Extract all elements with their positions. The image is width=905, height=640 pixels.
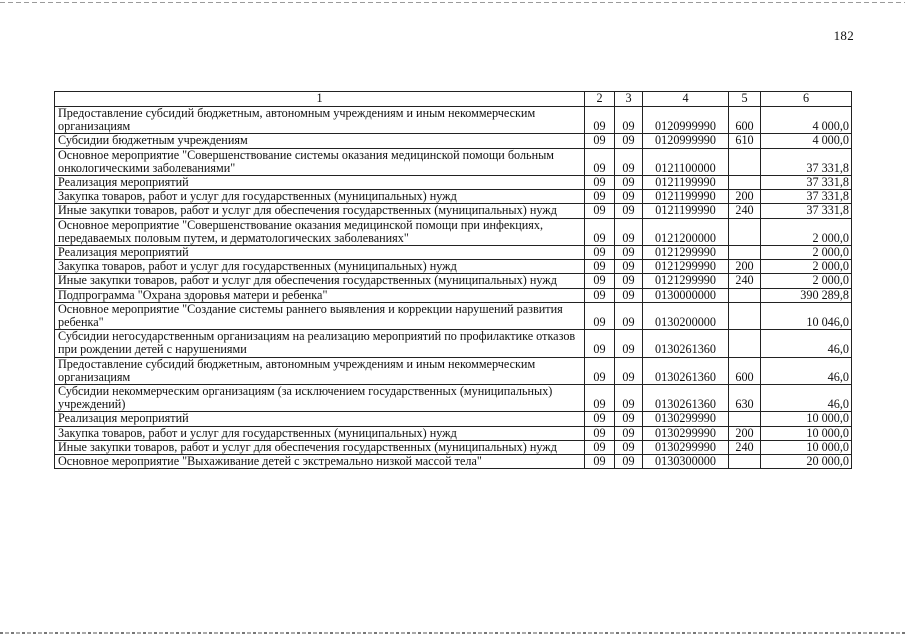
table-row: [55, 426, 852, 440]
table-row: [55, 218, 852, 245]
amount-cell: 2 000,0: [761, 246, 852, 260]
target-article-cell: 0120999990: [643, 107, 729, 134]
row-name-cell: Закупка товаров, работ и услуг для государственных (муниципальных) нужд: [55, 426, 585, 440]
target-article-cell: 0121299990: [643, 260, 729, 274]
column-header: 4: [643, 92, 729, 107]
amount-cell: 2 000,0: [761, 218, 852, 245]
section-code-cell: 09: [585, 107, 615, 134]
column-header: 6: [761, 92, 852, 107]
expense-type-cell: [729, 176, 761, 190]
subsection-code-cell: 09: [615, 440, 643, 454]
section-code-cell: 09: [585, 218, 615, 245]
row-name-cell: Иные закупки товаров, работ и услуг для обеспечения государственных (муниципальных) нужд: [55, 440, 585, 454]
section-code-cell: 09: [585, 302, 615, 329]
column-header: 1: [55, 92, 585, 107]
subsection-code-cell: 09: [615, 204, 643, 218]
table-header-row: [55, 92, 852, 107]
section-code-cell: 09: [585, 204, 615, 218]
subsection-code-cell: 09: [615, 330, 643, 357]
expense-type-cell: [729, 455, 761, 469]
section-code-cell: 09: [585, 288, 615, 302]
amount-cell: 37 331,8: [761, 204, 852, 218]
subsection-code-cell: 09: [615, 190, 643, 204]
row-name-cell: Иные закупки товаров, работ и услуг для обеспечения государственных (муниципальных) нужд: [55, 204, 585, 218]
table-row: [55, 288, 852, 302]
table-row: [55, 134, 852, 148]
table-row: [55, 176, 852, 190]
row-name-cell: Реализация мероприятий: [55, 246, 585, 260]
table-row: [55, 357, 852, 384]
expense-type-cell: 200: [729, 190, 761, 204]
table-row: [55, 190, 852, 204]
target-article-cell: 0130261360: [643, 385, 729, 412]
subsection-code-cell: 09: [615, 357, 643, 384]
section-code-cell: 09: [585, 385, 615, 412]
table-row: [55, 455, 852, 469]
expense-type-cell: 240: [729, 204, 761, 218]
section-code-cell: 09: [585, 134, 615, 148]
section-code-cell: 09: [585, 357, 615, 384]
expense-type-cell: [729, 288, 761, 302]
amount-cell: 37 331,8: [761, 176, 852, 190]
row-name-cell: Закупка товаров, работ и услуг для государственных (муниципальных) нужд: [55, 190, 585, 204]
amount-cell: 46,0: [761, 330, 852, 357]
column-header: 2: [585, 92, 615, 107]
section-code-cell: 09: [585, 190, 615, 204]
amount-cell: 2 000,0: [761, 274, 852, 288]
column-header: 3: [615, 92, 643, 107]
subsection-code-cell: 09: [615, 260, 643, 274]
amount-cell: 37 331,8: [761, 190, 852, 204]
row-name-cell: Основное мероприятие "Совершенствование оказания медицинской помощи при инфекциях, передаваемых половым путем, и дерматологических заболеваниях": [55, 218, 585, 245]
table-row: [55, 330, 852, 357]
table-row: [55, 148, 852, 175]
target-article-cell: 0121199990: [643, 190, 729, 204]
subsection-code-cell: 09: [615, 412, 643, 426]
expense-type-cell: 200: [729, 426, 761, 440]
row-name-cell: Закупка товаров, работ и услуг для государственных (муниципальных) нужд: [55, 260, 585, 274]
row-name-cell: Реализация мероприятий: [55, 176, 585, 190]
subsection-code-cell: 09: [615, 288, 643, 302]
row-name-cell: Субсидии бюджетным учреждениям: [55, 134, 585, 148]
target-article-cell: 0130261360: [643, 330, 729, 357]
expense-type-cell: 630: [729, 385, 761, 412]
section-code-cell: 09: [585, 260, 615, 274]
expense-type-cell: [729, 148, 761, 175]
row-name-cell: Основное мероприятие "Совершенствование системы оказания медицинской помощи больным онкологическими заболеваниями": [55, 148, 585, 175]
table-row: [55, 302, 852, 329]
expense-type-cell: 200: [729, 260, 761, 274]
target-article-cell: 0130299990: [643, 426, 729, 440]
column-header: 5: [729, 92, 761, 107]
subsection-code-cell: 09: [615, 134, 643, 148]
amount-cell: 46,0: [761, 385, 852, 412]
section-code-cell: 09: [585, 148, 615, 175]
table-row: [55, 385, 852, 412]
table-row: [55, 412, 852, 426]
row-name-cell: Субсидии негосударственным организациям на реализацию мероприятий по профилактике отказов при рождении детей с нарушениями: [55, 330, 585, 357]
scan-bottom-edge: [0, 632, 905, 634]
amount-cell: 10 046,0: [761, 302, 852, 329]
amount-cell: 4 000,0: [761, 107, 852, 134]
table-row: [55, 260, 852, 274]
target-article-cell: 0121199990: [643, 176, 729, 190]
amount-cell: 10 000,0: [761, 412, 852, 426]
amount-cell: 37 331,8: [761, 148, 852, 175]
subsection-code-cell: 09: [615, 246, 643, 260]
target-article-cell: 0130300000: [643, 455, 729, 469]
target-article-cell: 0121299990: [643, 246, 729, 260]
row-name-cell: Предоставление субсидий бюджетным, автономным учреждениям и иным некоммерческим организациям: [55, 107, 585, 134]
subsection-code-cell: 09: [615, 148, 643, 175]
target-article-cell: 0120999990: [643, 134, 729, 148]
expense-type-cell: [729, 412, 761, 426]
expense-type-cell: [729, 330, 761, 357]
section-code-cell: 09: [585, 246, 615, 260]
expense-type-cell: 600: [729, 357, 761, 384]
subsection-code-cell: 09: [615, 455, 643, 469]
budget-table: [54, 91, 852, 469]
row-name-cell: Предоставление субсидий бюджетным, автономным учреждениям и иным некоммерческим организациям: [55, 357, 585, 384]
row-name-cell: Реализация мероприятий: [55, 412, 585, 426]
amount-cell: 20 000,0: [761, 455, 852, 469]
subsection-code-cell: 09: [615, 385, 643, 412]
subsection-code-cell: 09: [615, 274, 643, 288]
table-row: [55, 440, 852, 454]
row-name-cell: Субсидии некоммерческим организациям (за исключением государственных (муниципальных) учреждений): [55, 385, 585, 412]
page-number: 182: [833, 28, 854, 43]
table-row: [55, 246, 852, 260]
table-row: [55, 204, 852, 218]
target-article-cell: 0121100000: [643, 148, 729, 175]
subsection-code-cell: 09: [615, 107, 643, 134]
subsection-code-cell: 09: [615, 176, 643, 190]
row-name-cell: Подпрограмма "Охрана здоровья матери и ребенка": [55, 288, 585, 302]
section-code-cell: 09: [585, 330, 615, 357]
amount-cell: 46,0: [761, 357, 852, 384]
target-article-cell: 0121299990: [643, 274, 729, 288]
table-row: [55, 274, 852, 288]
target-article-cell: 0130299990: [643, 440, 729, 454]
amount-cell: 2 000,0: [761, 260, 852, 274]
target-article-cell: 0130000000: [643, 288, 729, 302]
row-name-cell: Иные закупки товаров, работ и услуг для обеспечения государственных (муниципальных) нужд: [55, 274, 585, 288]
target-article-cell: 0121200000: [643, 218, 729, 245]
expense-type-cell: [729, 246, 761, 260]
section-code-cell: 09: [585, 426, 615, 440]
expense-type-cell: [729, 302, 761, 329]
section-code-cell: 09: [585, 440, 615, 454]
section-code-cell: 09: [585, 274, 615, 288]
row-name-cell: Основное мероприятие "Выхаживание детей с экстремально низкой массой тела": [55, 455, 585, 469]
expense-type-cell: 240: [729, 274, 761, 288]
target-article-cell: 0121199990: [643, 204, 729, 218]
section-code-cell: 09: [585, 176, 615, 190]
row-name-cell: Основное мероприятие "Создание системы раннего выявления и коррекции нарушений развития ребенка": [55, 302, 585, 329]
expense-type-cell: 610: [729, 134, 761, 148]
expense-type-cell: 600: [729, 107, 761, 134]
amount-cell: 10 000,0: [761, 440, 852, 454]
amount-cell: 4 000,0: [761, 134, 852, 148]
subsection-code-cell: 09: [615, 426, 643, 440]
section-code-cell: 09: [585, 455, 615, 469]
subsection-code-cell: 09: [615, 218, 643, 245]
target-article-cell: 0130299990: [643, 412, 729, 426]
subsection-code-cell: 09: [615, 302, 643, 329]
target-article-cell: 0130200000: [643, 302, 729, 329]
amount-cell: 390 289,8: [761, 288, 852, 302]
scan-top-edge: [0, 2, 905, 3]
amount-cell: 10 000,0: [761, 426, 852, 440]
section-code-cell: 09: [585, 412, 615, 426]
target-article-cell: 0130261360: [643, 357, 729, 384]
expense-type-cell: 240: [729, 440, 761, 454]
table-row: [55, 107, 852, 134]
expense-type-cell: [729, 218, 761, 245]
